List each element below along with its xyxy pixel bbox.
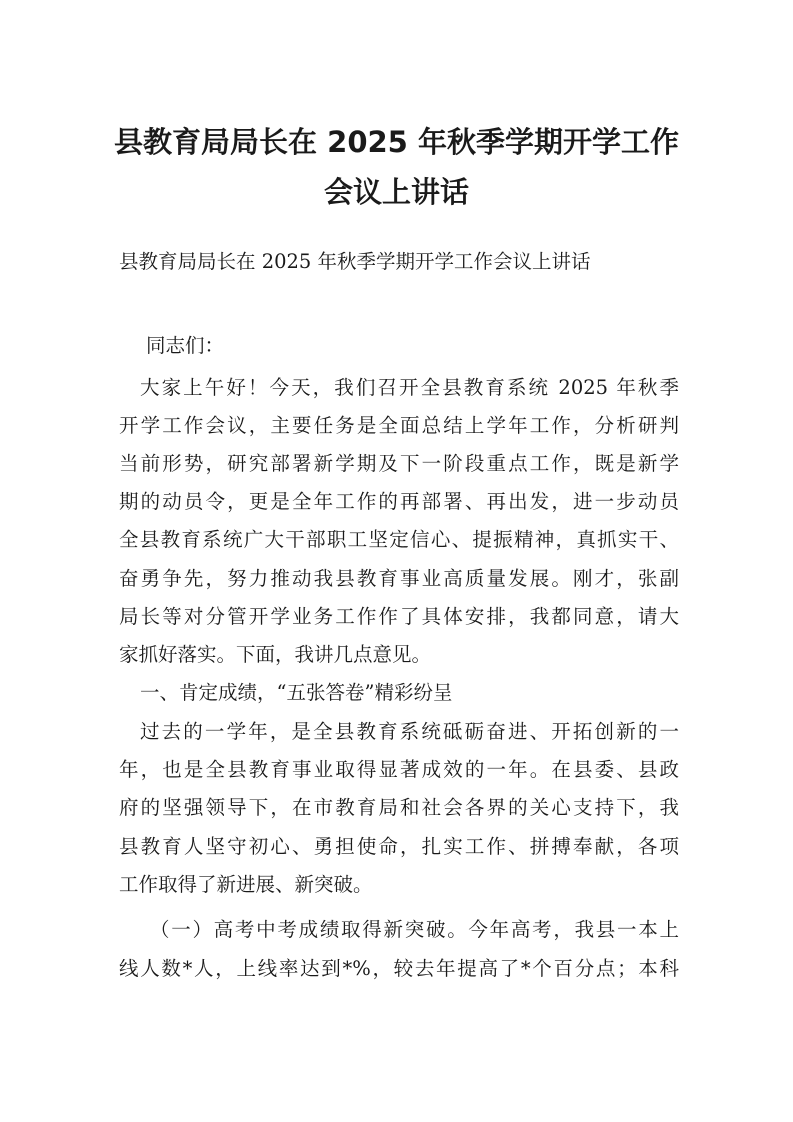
paragraph-1-line-4: 期的动员令，更是全年工作的再部署、再出发，进一步动员	[119, 490, 679, 513]
paragraph-3-line-1: （一）高考中考成绩取得新突破。今年高考，我县一本上	[150, 918, 679, 941]
paragraph-2-line-2: 年，也是全县教育事业取得显著成效的一年。在县委、县政	[119, 758, 679, 781]
document-title-line-2: 会议上讲话	[323, 175, 469, 209]
document-subtitle: 县教育局局长在 2025 年秋季学期开学工作会议上讲话	[119, 250, 591, 273]
paragraph-1-line-5: 全县教育系统广大干部职工坚定信心、提振精神，真抓实干、	[119, 528, 679, 551]
paragraph-1-line-7: 局长等对分管开学业务工作作了具体安排，我都同意，请大	[119, 605, 679, 628]
paragraph-1-line-2: 开学工作会议，主要任务是全面总结上学年工作，分析研判	[119, 414, 679, 437]
paragraph-3-line-2: 线人数*人，上线率达到*%，较去年提高了*个百分点；本科	[119, 957, 679, 980]
document-title-line-1: 县教育局局长在 2025 年秋季学期开学工作	[114, 125, 679, 159]
paragraph-2-line-3: 府的坚强领导下，在市教育局和社会各界的关心支持下，我	[119, 796, 679, 819]
paragraph-1-line-6: 奋勇争先，努力推动我县教育事业高质量发展。刚才，张副	[119, 567, 679, 590]
paragraph-1-line-3: 当前形势，研究部署新学期及下一阶段重点工作，既是新学	[119, 452, 679, 475]
paragraph-2-line-4: 县教育人坚守初心、勇担使命，扎实工作、拼搏奉献，各项	[119, 835, 679, 858]
paragraph-1-line-8: 家抓好落实。下面，我讲几点意见。	[119, 643, 432, 666]
salutation: 同志们：	[146, 334, 225, 357]
paragraph-2-line-5: 工作取得了新进展、新突破。	[119, 873, 373, 896]
paragraph-1-line-1: 大家上午好！今天，我们召开全县教育系统 2025 年秋季	[140, 376, 679, 399]
section-heading-1: 一、肯定成绩，“五张答卷”精彩纷呈	[140, 681, 453, 704]
paragraph-2-line-1: 过去的一学年，是全县教育系统砥砺奋进、开拓创新的一	[140, 720, 679, 743]
